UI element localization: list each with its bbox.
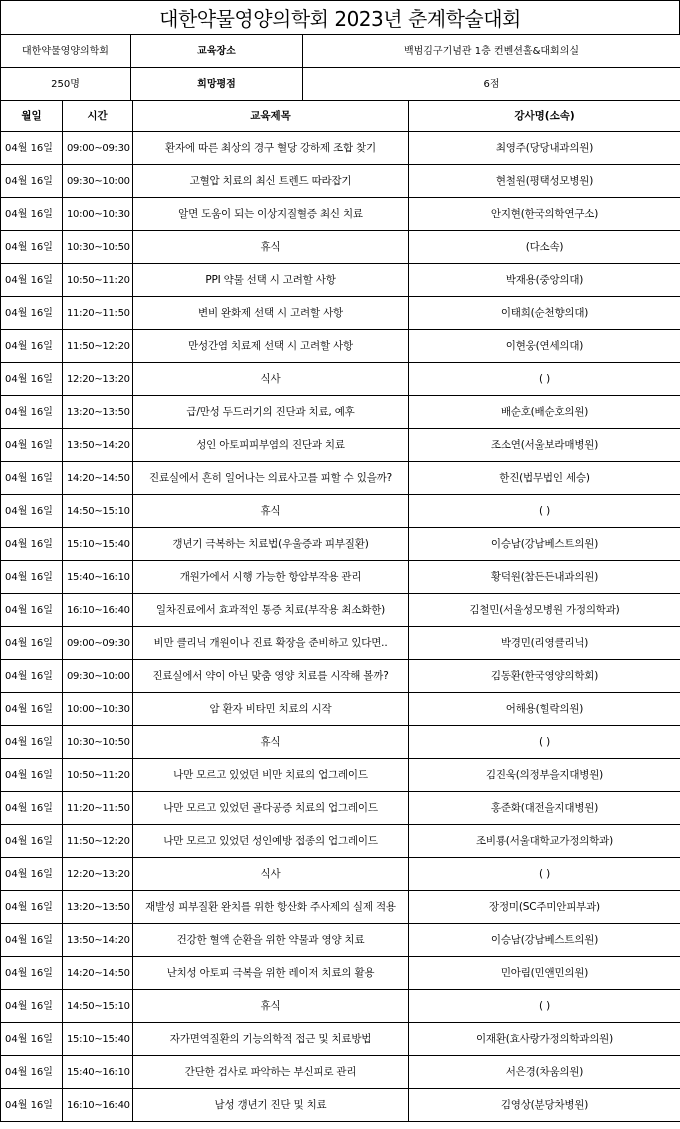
table-row [1, 1089, 680, 1122]
time-cell: 14:50~15:10 [63, 990, 133, 1023]
speaker-cell: 박경민(리영클리닉) [409, 627, 680, 660]
table-row [1, 693, 680, 726]
venue-value: 백범김구기념관 1층 컨벤션홀&대회의실 [303, 35, 680, 68]
topic-cell: 식사 [133, 363, 409, 396]
table-row [1, 891, 680, 924]
time-cell: 10:00~10:30 [63, 198, 133, 231]
speaker-cell: 어해용(힐락의원) [409, 693, 680, 726]
column-header-date: 월일 [1, 101, 63, 132]
time-cell: 09:30~10:00 [63, 660, 133, 693]
time-cell: 11:20~11:50 [63, 792, 133, 825]
topic-cell: 재발성 피부질환 완치를 위한 항산화 주사제의 실제 적용 [133, 891, 409, 924]
topic-cell: 알면 도움이 되는 이상지질혈증 최신 치료 [133, 198, 409, 231]
venue-label: 교육장소 [131, 35, 303, 68]
time-cell: 13:20~13:50 [63, 396, 133, 429]
table-row [1, 363, 680, 396]
table-row [1, 924, 680, 957]
table-row [1, 495, 680, 528]
time-cell: 11:50~12:20 [63, 330, 133, 363]
speaker-cell: 이재환(효사랑가정의학과의원) [409, 1023, 680, 1056]
table-row [1, 825, 680, 858]
table-row [1, 594, 680, 627]
date-cell: 04월 16일 [1, 924, 63, 957]
time-cell: 10:50~11:20 [63, 264, 133, 297]
date-cell: 04월 16일 [1, 462, 63, 495]
time-cell: 15:10~15:40 [63, 1023, 133, 1056]
table-row [1, 198, 680, 231]
date-cell: 04월 16일 [1, 693, 63, 726]
column-header-speaker: 강사명(소속) [409, 101, 680, 132]
time-cell: 14:20~14:50 [63, 957, 133, 990]
date-cell: 04월 16일 [1, 330, 63, 363]
points-label: 희망평점 [131, 68, 303, 101]
speaker-cell: 조비룡(서울대학교가정의학과) [409, 825, 680, 858]
topic-cell: 나만 모르고 있었던 비만 치료의 업그레이드 [133, 759, 409, 792]
time-cell: 10:30~10:50 [63, 726, 133, 759]
topic-cell: PPI 약물 선택 시 고려할 사항 [133, 264, 409, 297]
topic-cell: 나만 모르고 있었던 성인예방 접종의 업그레이드 [133, 825, 409, 858]
time-cell: 10:30~10:50 [63, 231, 133, 264]
speaker-cell: ( ) [409, 363, 680, 396]
organizer-cell: 대한약물영양의학회 [1, 35, 131, 68]
topic-cell: 성인 아토피피부염의 진단과 치료 [133, 429, 409, 462]
speaker-cell: ( ) [409, 726, 680, 759]
topic-cell: 간단한 검사로 파악하는 부신피로 관리 [133, 1056, 409, 1089]
date-cell: 04월 16일 [1, 429, 63, 462]
topic-cell: 남성 갱년기 진단 및 치료 [133, 1089, 409, 1122]
table-row [1, 462, 680, 495]
time-cell: 14:50~15:10 [63, 495, 133, 528]
date-cell: 04월 16일 [1, 495, 63, 528]
speaker-cell: 조소연(서울보라매병원) [409, 429, 680, 462]
speaker-cell: 장정미(SC주미안피부과) [409, 891, 680, 924]
info-table [0, 34, 680, 101]
time-cell: 13:50~14:20 [63, 924, 133, 957]
time-cell: 14:20~14:50 [63, 462, 133, 495]
speaker-cell: 배순호(배순호의원) [409, 396, 680, 429]
time-cell: 13:50~14:20 [63, 429, 133, 462]
time-cell: 09:00~09:30 [63, 627, 133, 660]
speaker-cell: 이승남(강남베스트의원) [409, 528, 680, 561]
date-cell: 04월 16일 [1, 264, 63, 297]
table-row [1, 660, 680, 693]
points-value: 6점 [303, 68, 680, 101]
time-cell: 10:00~10:30 [63, 693, 133, 726]
table-row [1, 396, 680, 429]
table-row [1, 132, 680, 165]
speaker-cell: ( ) [409, 858, 680, 891]
topic-cell: 비만 클리닉 개원이나 진료 확장을 준비하고 있다면.. [133, 627, 409, 660]
topic-cell: 난치성 아토피 극복을 위한 레이저 치료의 활용 [133, 957, 409, 990]
table-row [1, 165, 680, 198]
table-row [1, 429, 680, 462]
speaker-cell: 최영주(당당내과의원) [409, 132, 680, 165]
speaker-cell: 서은경(차움의원) [409, 1056, 680, 1089]
schedule-header-row [1, 101, 680, 132]
table-row [1, 297, 680, 330]
time-cell: 16:10~16:40 [63, 594, 133, 627]
date-cell: 04월 16일 [1, 990, 63, 1023]
date-cell: 04월 16일 [1, 561, 63, 594]
topic-cell: 휴식 [133, 231, 409, 264]
schedule-table [0, 100, 680, 1122]
date-cell: 04월 16일 [1, 297, 63, 330]
table-row [1, 726, 680, 759]
topic-cell: 진료실에서 약이 아닌 맞춤 영양 치료를 시작해 볼까? [133, 660, 409, 693]
date-cell: 04월 16일 [1, 726, 63, 759]
date-cell: 04월 16일 [1, 165, 63, 198]
topic-cell: 휴식 [133, 726, 409, 759]
date-cell: 04월 16일 [1, 132, 63, 165]
topic-cell: 급/만성 두드러기의 진단과 치료, 예후 [133, 396, 409, 429]
date-cell: 04월 16일 [1, 198, 63, 231]
topic-cell: 식사 [133, 858, 409, 891]
table-row [1, 759, 680, 792]
time-cell: 16:10~16:40 [63, 1089, 133, 1122]
date-cell: 04월 16일 [1, 891, 63, 924]
time-cell: 09:00~09:30 [63, 132, 133, 165]
date-cell: 04월 16일 [1, 363, 63, 396]
time-cell: 09:30~10:00 [63, 165, 133, 198]
table-row [1, 528, 680, 561]
page-title: 대한약물영양의학회 2023년 춘계학술대회 [0, 0, 680, 34]
speaker-cell: ( ) [409, 990, 680, 1023]
topic-cell: 자가면역질환의 기능의학적 접근 및 치료방법 [133, 1023, 409, 1056]
speaker-cell: 현철원(평택성모병원) [409, 165, 680, 198]
speaker-cell: 이승남(강남베스트의원) [409, 924, 680, 957]
topic-cell: 휴식 [133, 495, 409, 528]
date-cell: 04월 16일 [1, 594, 63, 627]
table-row [1, 792, 680, 825]
date-cell: 04월 16일 [1, 1089, 63, 1122]
topic-cell: 암 환자 비타민 치료의 시작 [133, 693, 409, 726]
speaker-cell: 한진(법무법인 세승) [409, 462, 680, 495]
table-row [1, 627, 680, 660]
topic-cell: 환자에 따른 최상의 경구 혈당 강하제 조합 찾기 [133, 132, 409, 165]
speaker-cell: 김영상(분당차병원) [409, 1089, 680, 1122]
topic-cell: 변비 완화제 선택 시 고려할 사항 [133, 297, 409, 330]
time-cell: 15:40~16:10 [63, 1056, 133, 1089]
time-cell: 11:20~11:50 [63, 297, 133, 330]
date-cell: 04월 16일 [1, 825, 63, 858]
topic-cell: 나만 모르고 있었던 골다공증 치료의 업그레이드 [133, 792, 409, 825]
time-cell: 12:20~13:20 [63, 363, 133, 396]
topic-cell: 만성간염 치료제 선택 시 고려할 사항 [133, 330, 409, 363]
speaker-cell: 민아림(민앤민의원) [409, 957, 680, 990]
speaker-cell: 홍준화(대전을지대병원) [409, 792, 680, 825]
date-cell: 04월 16일 [1, 396, 63, 429]
table-row [1, 1056, 680, 1089]
topic-cell: 건강한 혈액 순환을 위한 약물과 영양 치료 [133, 924, 409, 957]
date-cell: 04월 16일 [1, 231, 63, 264]
date-cell: 04월 16일 [1, 627, 63, 660]
column-header-time: 시간 [63, 101, 133, 132]
speaker-cell: 박재용(중앙의대) [409, 264, 680, 297]
speaker-cell: 안지현(한국의학연구소) [409, 198, 680, 231]
info-row-venue [1, 35, 680, 68]
time-cell: 13:20~13:50 [63, 891, 133, 924]
speaker-cell: 김진욱(의정부을지대병원) [409, 759, 680, 792]
date-cell: 04월 16일 [1, 1023, 63, 1056]
time-cell: 10:50~11:20 [63, 759, 133, 792]
table-row [1, 990, 680, 1023]
speaker-cell: 김동환(한국영양의학회) [409, 660, 680, 693]
speaker-cell: ( ) [409, 495, 680, 528]
table-row [1, 231, 680, 264]
time-cell: 15:10~15:40 [63, 528, 133, 561]
date-cell: 04월 16일 [1, 528, 63, 561]
date-cell: 04월 16일 [1, 759, 63, 792]
speaker-cell: 김철민(서울성모병원 가정의학과) [409, 594, 680, 627]
date-cell: 04월 16일 [1, 792, 63, 825]
table-row [1, 858, 680, 891]
speaker-cell: 황덕원(참든든내과의원) [409, 561, 680, 594]
table-row [1, 957, 680, 990]
topic-cell: 개원가에서 시행 가능한 항암부작용 관리 [133, 561, 409, 594]
topic-cell: 고혈압 치료의 최신 트렌드 따라잡기 [133, 165, 409, 198]
time-cell: 12:20~13:20 [63, 858, 133, 891]
info-row-points [1, 68, 680, 101]
topic-cell: 진료실에서 흔히 일어나는 의료사고를 피할 수 있을까? [133, 462, 409, 495]
time-cell: 11:50~12:20 [63, 825, 133, 858]
table-row [1, 330, 680, 363]
topic-cell: 일차진료에서 효과적인 통증 치료(부작용 최소화한) [133, 594, 409, 627]
date-cell: 04월 16일 [1, 957, 63, 990]
topic-cell: 갱년기 극복하는 치료법(우울증과 피부질환) [133, 528, 409, 561]
time-cell: 15:40~16:10 [63, 561, 133, 594]
speaker-cell: 이태희(순천향의대) [409, 297, 680, 330]
table-row [1, 264, 680, 297]
date-cell: 04월 16일 [1, 858, 63, 891]
speaker-cell: 이현웅(연세의대) [409, 330, 680, 363]
capacity-cell: 250명 [1, 68, 131, 101]
date-cell: 04월 16일 [1, 660, 63, 693]
table-row [1, 561, 680, 594]
speaker-cell: (다소속) [409, 231, 680, 264]
column-header-topic: 교육제목 [133, 101, 409, 132]
date-cell: 04월 16일 [1, 1056, 63, 1089]
topic-cell: 휴식 [133, 990, 409, 1023]
table-row [1, 1023, 680, 1056]
